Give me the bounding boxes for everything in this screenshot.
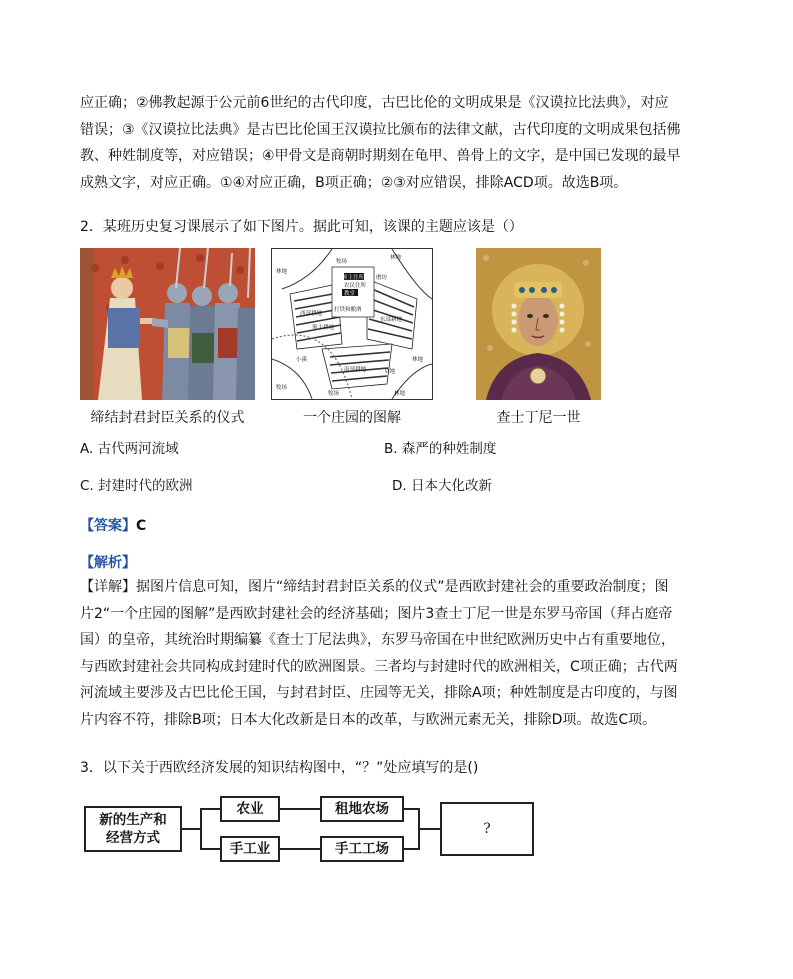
connector bbox=[200, 808, 220, 810]
caption-manor-map: 一个庄园的图解 bbox=[303, 410, 401, 426]
map-label-pasture: 牧场 bbox=[276, 385, 288, 391]
answer-line bbox=[80, 516, 146, 536]
map-label-meadow: 草地 bbox=[384, 369, 396, 375]
diagram-source-line: 新的生产和 bbox=[99, 812, 167, 828]
caption-justinian: 查士丁尼一世 bbox=[496, 410, 581, 426]
map-label-field-west: 西部耕地 bbox=[300, 311, 323, 317]
map-label-field-east: 东部耕地 bbox=[380, 317, 403, 323]
option-b[interactable]: B. 森严的种姓制度 bbox=[384, 441, 497, 457]
diagram-agriculture-box: 农业 bbox=[220, 796, 280, 822]
manor-map bbox=[272, 249, 432, 399]
map-label-lord-land: 领主耕地 bbox=[312, 325, 335, 331]
explanation-line: 应正确；②佛教起源于公元前6世纪的古代印度，古巴比伦的文明成果是《汉谟拉比法典》，对应 bbox=[80, 95, 669, 111]
map-label-stream: 小溪 bbox=[296, 357, 308, 363]
analysis-line: 河流域主要涉及古巴比伦王国，与封君封臣、庄园等无关，排除A项；种姓制度是古印度的，与图 bbox=[80, 685, 678, 702]
analysis-line: 与西欧封建社会共同构成封建时代的欧洲图景。三者均与封建时代的欧洲相关，C项正确；古代两 bbox=[80, 658, 678, 675]
map-label-forest: 林地 bbox=[412, 357, 424, 363]
map-label-farmer-house: 农民住所 bbox=[344, 283, 367, 289]
map-label-forest: 林地 bbox=[276, 269, 288, 275]
analysis-line: 片2“一个庄园的图解”是西欧封建社会的经济基础；图片3查士丁尼一世是东罗马帝国（拜占庭帝 bbox=[80, 605, 673, 622]
connector bbox=[280, 808, 320, 810]
connector bbox=[200, 808, 202, 850]
connector bbox=[182, 828, 202, 830]
question-2-stem: 2．某班历史复习课展示了如下图片。据此可知，该课的主题应该是（） bbox=[80, 219, 523, 235]
answer-label: 【答案】 bbox=[80, 518, 136, 534]
explanation-line: 成熟文字，对应正确。①④对应正确，B项正确；②③对应错误，排除ACD项。故选B项。 bbox=[80, 174, 628, 191]
diagram-workshop-box: 手工工场 bbox=[320, 836, 404, 862]
previous-explanation bbox=[80, 90, 716, 196]
diagram-source-line: 经营方式 bbox=[106, 830, 160, 846]
caption-ceremony: 缔结封君封臣关系的仪式 bbox=[90, 410, 245, 426]
connector bbox=[418, 828, 440, 830]
analysis-line: 【详解】据图片信息可知，图片“缔结封君封臣关系的仪式”是西欧封建社会的重要政治制度；图 bbox=[80, 579, 669, 595]
manor-map-image bbox=[271, 248, 433, 400]
explanation-line: 教、种姓制度等，对应错误；④甲骨文是商朝时期刻在龟甲、兽骨上的文字，是中国已发现的最早 bbox=[80, 148, 681, 165]
map-label-mill: 磨坊 bbox=[376, 275, 388, 281]
answer-value: C bbox=[136, 518, 147, 534]
ceremony-illustration bbox=[80, 248, 255, 400]
analysis-line: 片内容不符，排除B项；日本大化改新是日本的改革，与欧洲元素无关，排除D项。故选C项。 bbox=[80, 711, 657, 728]
option-a[interactable]: A. 古代两河流域 bbox=[80, 441, 179, 457]
option-d[interactable]: D. 日本大化改新 bbox=[392, 478, 492, 494]
connector bbox=[200, 848, 220, 850]
option-c[interactable]: C. 封建时代的欧洲 bbox=[80, 478, 193, 494]
analysis-label: 【解析】 bbox=[80, 555, 136, 571]
justinian-mosaic bbox=[476, 248, 601, 400]
map-label-pasture: 牧场 bbox=[328, 391, 340, 397]
diagram-handicraft-box: 手工业 bbox=[220, 836, 280, 862]
justinian-image bbox=[476, 248, 601, 400]
analysis-text bbox=[80, 574, 716, 734]
map-label-field-south: 南部耕地 bbox=[344, 367, 367, 373]
question-3-stem: 3．以下关于西欧经济发展的知识结构图中，“？”处应填写的是() bbox=[80, 760, 479, 776]
connector bbox=[280, 848, 320, 850]
ceremony-image bbox=[80, 248, 255, 400]
map-label-church: 教堂 bbox=[344, 291, 356, 297]
analysis-line: 国）的皇帝，其统治时期编纂《查士丁尼法典》，东罗马帝国在中世纪欧洲历史中占有重要地位， bbox=[80, 632, 675, 649]
diagram-unknown-box: ? bbox=[440, 802, 534, 856]
map-label-lord-house: 领主住所 bbox=[342, 275, 365, 281]
map-label-forest: 林地 bbox=[394, 391, 406, 397]
explanation-line: 错误；③《汉谟拉比法典》是古巴比伦国王汉谟拉比颁布的法律文献，古代印度的文明成果包括佛 bbox=[80, 121, 681, 138]
diagram-source-box bbox=[84, 806, 182, 852]
diagram-rent-farm-box: 租地农场 bbox=[320, 796, 404, 822]
knowledge-structure-diagram bbox=[84, 794, 536, 866]
map-label-pasture: 牧场 bbox=[336, 259, 348, 265]
map-label-forest: 林地 bbox=[390, 255, 402, 261]
analysis-heading bbox=[80, 553, 136, 573]
map-label-smithy: 打铁和酿酒 bbox=[334, 307, 362, 313]
